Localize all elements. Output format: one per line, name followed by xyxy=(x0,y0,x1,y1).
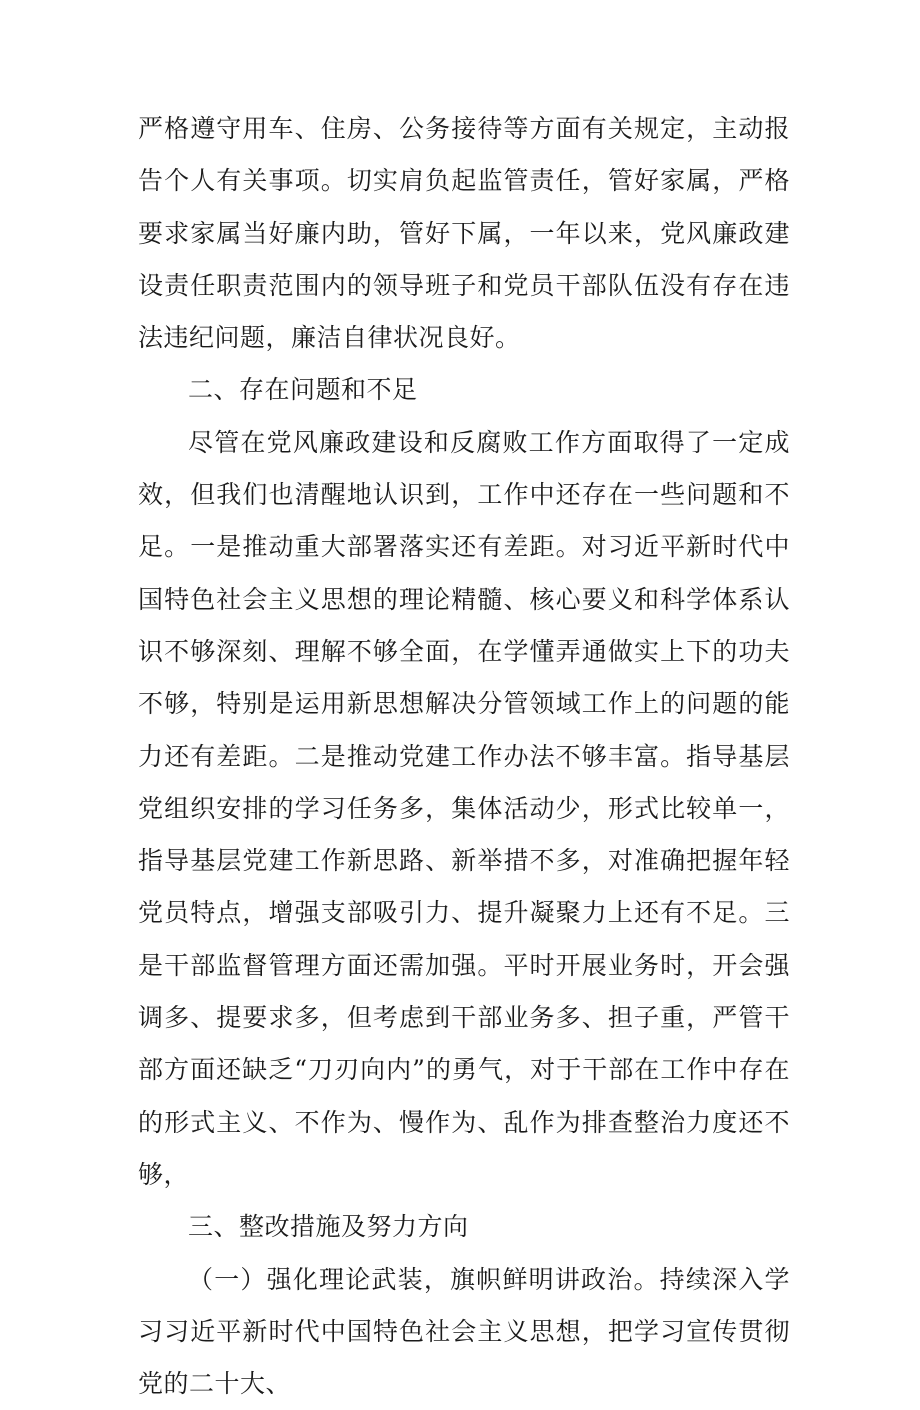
paragraph-integrity: 严格遵守用车、住房、公务接待等方面有关规定，主动报告个人有关事项。切实肩负起监管责任，管好家属，严格要求家属当好廉内助，管好下属，一年以来，党风廉政建设责任职责范围内的领导班子和党员干部队伍没有存在违法违纪问题，廉洁自律状况良好。 xyxy=(138,114,790,353)
paragraph-problems: 尽管在党风廉政建设和反腐败工作方面取得了一定成效，但我们也清醒地认识到，工作中还存在一些问题和不足。一是推动重大部署落实还有差距。对习近平新时代中国特色社会主义思想的理论精髓、核心要义和科学体系认识不够深刻、理解不够全面，在学懂弄通做实上下的功夫不够，特别是运用新思想解决分管领域工作上的问题的能力还有差距。二是推动党建工作办法不够丰富。指导基层党组织安排的学习任务多，集体活动少，形式比较单一，指导基层党建工作新思路、新举措不多，对准确把握年轻党员特点，增强支部吸引力、提升凝聚力上还有不足。三是干部监督管理方面还需加强。平时开展业务时，开会强调多、提要求多，但考虑到干部业务多、担子重，严管干部方面还缺乏“刀刃向内”的勇气，对于干部在工作中存在的形式主义、不作为、慢作为、乱作为排查整治力度还不够， xyxy=(138,427,790,1189)
section-heading-problems: 二、存在问题和不足 xyxy=(188,375,418,405)
paragraph-measure-one: （一）强化理论武装，旗帜鲜明讲政治。持续深入学习习近平新时代中国特色社会主义思想，把学习宣传贯彻党的二十大、 xyxy=(138,1264,790,1399)
section-heading-measures: 三、整改措施及努力方向 xyxy=(188,1212,469,1242)
document-body xyxy=(138,103,790,1410)
